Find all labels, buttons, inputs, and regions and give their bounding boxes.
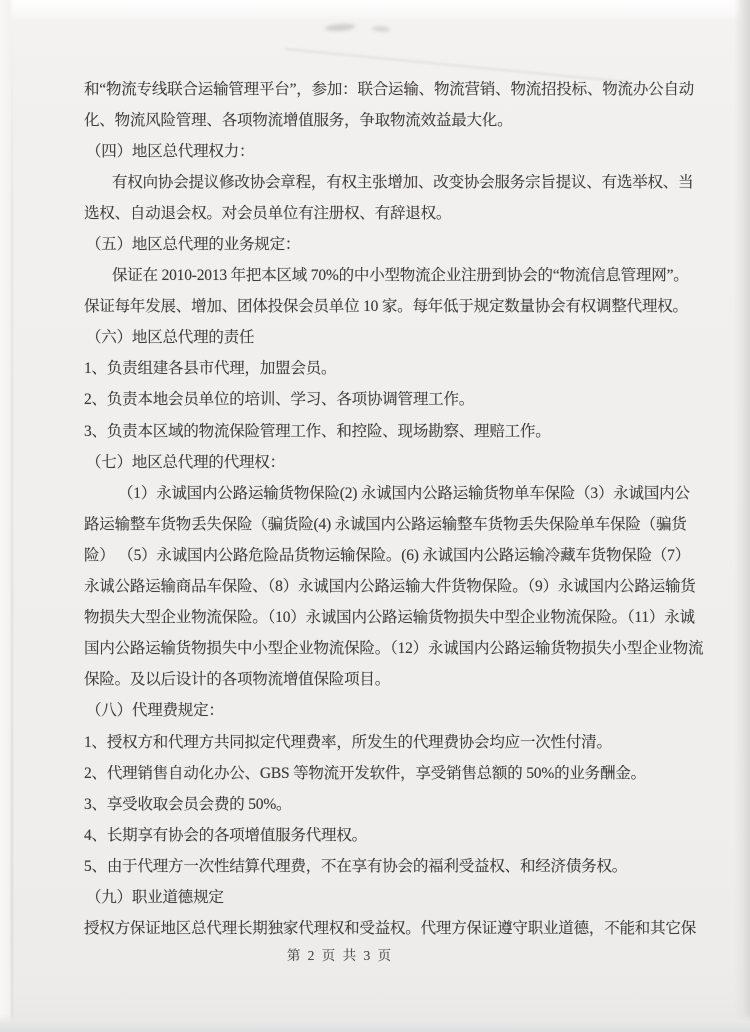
text-line: （四）地区总代理权力： xyxy=(86,142,255,160)
text-line: （七）地区总代理的代理权： xyxy=(86,453,285,471)
smudge-mark xyxy=(372,26,390,33)
text-line: 3、负责本区域的物流保险管理工作、和控险、现场勘察、理赔工作。 xyxy=(84,422,551,440)
text-line: 5、由于代理方一次性结算代理费，不在享有协会的福利受益权、和经济债务权。 xyxy=(84,857,628,875)
page-number-label: 第 2 页 共 3 页 xyxy=(286,948,394,963)
right-edge-shadow xyxy=(734,0,750,1032)
text-line: 2、负责本地会员单位的培训、学习、各项协调管理工作。 xyxy=(84,391,475,409)
text-line: （八）代理费规定： xyxy=(86,702,224,720)
text-line: 2、代理销售自动化办公、GBS 等物流开发软件，享受销售总额的 50%的业务酬金。 xyxy=(84,764,646,782)
text-line: 选权、自动退会权。对会员单位有注册权、有辞退权。 xyxy=(84,204,452,222)
text-line: 保险。及以后设计的各项物流增值保险项目。 xyxy=(84,671,391,689)
left-fold-line xyxy=(11,30,13,1032)
text-line: 1、授权方和代理方共同拟定代理费率，所发生的代理费协会均应一次性付清。 xyxy=(84,733,612,751)
text-line: （六）地区总代理的责任 xyxy=(86,329,255,347)
text-line: 4、长期享有协会的各项增值服务代理权。 xyxy=(84,826,367,844)
document-lines xyxy=(84,72,704,943)
text-line: 险） （5）永诚国内公路危险品货物运输保险。(6) 永诚国内公路运输冷藏车货物保险（7） xyxy=(84,546,691,564)
text-line: 1、负责组建各县市代理，加盟会员。 xyxy=(84,360,337,378)
text-line: 保证在 2010-2013 年把本区域 70%的中小型物流企业注册到协会的“物流信息管理网”。 xyxy=(112,267,689,285)
page-footer xyxy=(0,944,750,964)
text-line: 化、物流风险管理、各项物流增值服务，争取物流效益最大化。 xyxy=(84,111,513,129)
text-line: 国内公路运输货物损失中小型企业物流保险。（12）永诚国内公路运输货物损失小型企业物流 xyxy=(84,640,704,658)
text-line: 授权方保证地区总代理长期独家代理权和受益权。代理方保证遵守职业道德，不能和其它保 xyxy=(84,920,697,938)
text-line: （五）地区总代理的业务规定： xyxy=(86,236,301,254)
text-line: （九）职业道德规定 xyxy=(86,888,224,906)
text-line: 路运输整车货物丢失保险（骗货险(4) 永诚国内公路运输整车货物丢失保险单车保险（骗货 xyxy=(84,515,687,533)
text-line: 和“物流专线联合运输管理平台”，参加：联合运输、物流营销、物流招投标、物流办公自动 xyxy=(84,80,695,98)
top-edge-highlight xyxy=(0,0,750,20)
text-line: 3、享受收取会员会费的 50%。 xyxy=(84,795,292,813)
text-line: 保证每年发展、增加、团体投保会员单位 10 家。每年低于规定数量协会有权调整代理权。 xyxy=(84,298,688,316)
smudge-mark xyxy=(325,23,355,32)
bottom-edge-shadow xyxy=(0,1014,750,1032)
text-line: 有权向协会提议修改协会章程，有权主张增加、改变协会服务宗旨提议、有选举权、当 xyxy=(112,173,694,191)
text-line: （1）永诚国内公路运输货物保险(2) 永诚国内公路运输货物单车保险（3）永诚国内公 xyxy=(118,484,690,502)
text-line: 物损失大型企业物流保险。（10）永诚国内公路运输货物损失中型企业物流保险。（11）永诚 xyxy=(84,609,695,627)
text-line: 永诚公路运输商品车保险、（8）永诚国内公路运输大件货物保险。（9）永诚国内公路运输货 xyxy=(84,578,696,596)
